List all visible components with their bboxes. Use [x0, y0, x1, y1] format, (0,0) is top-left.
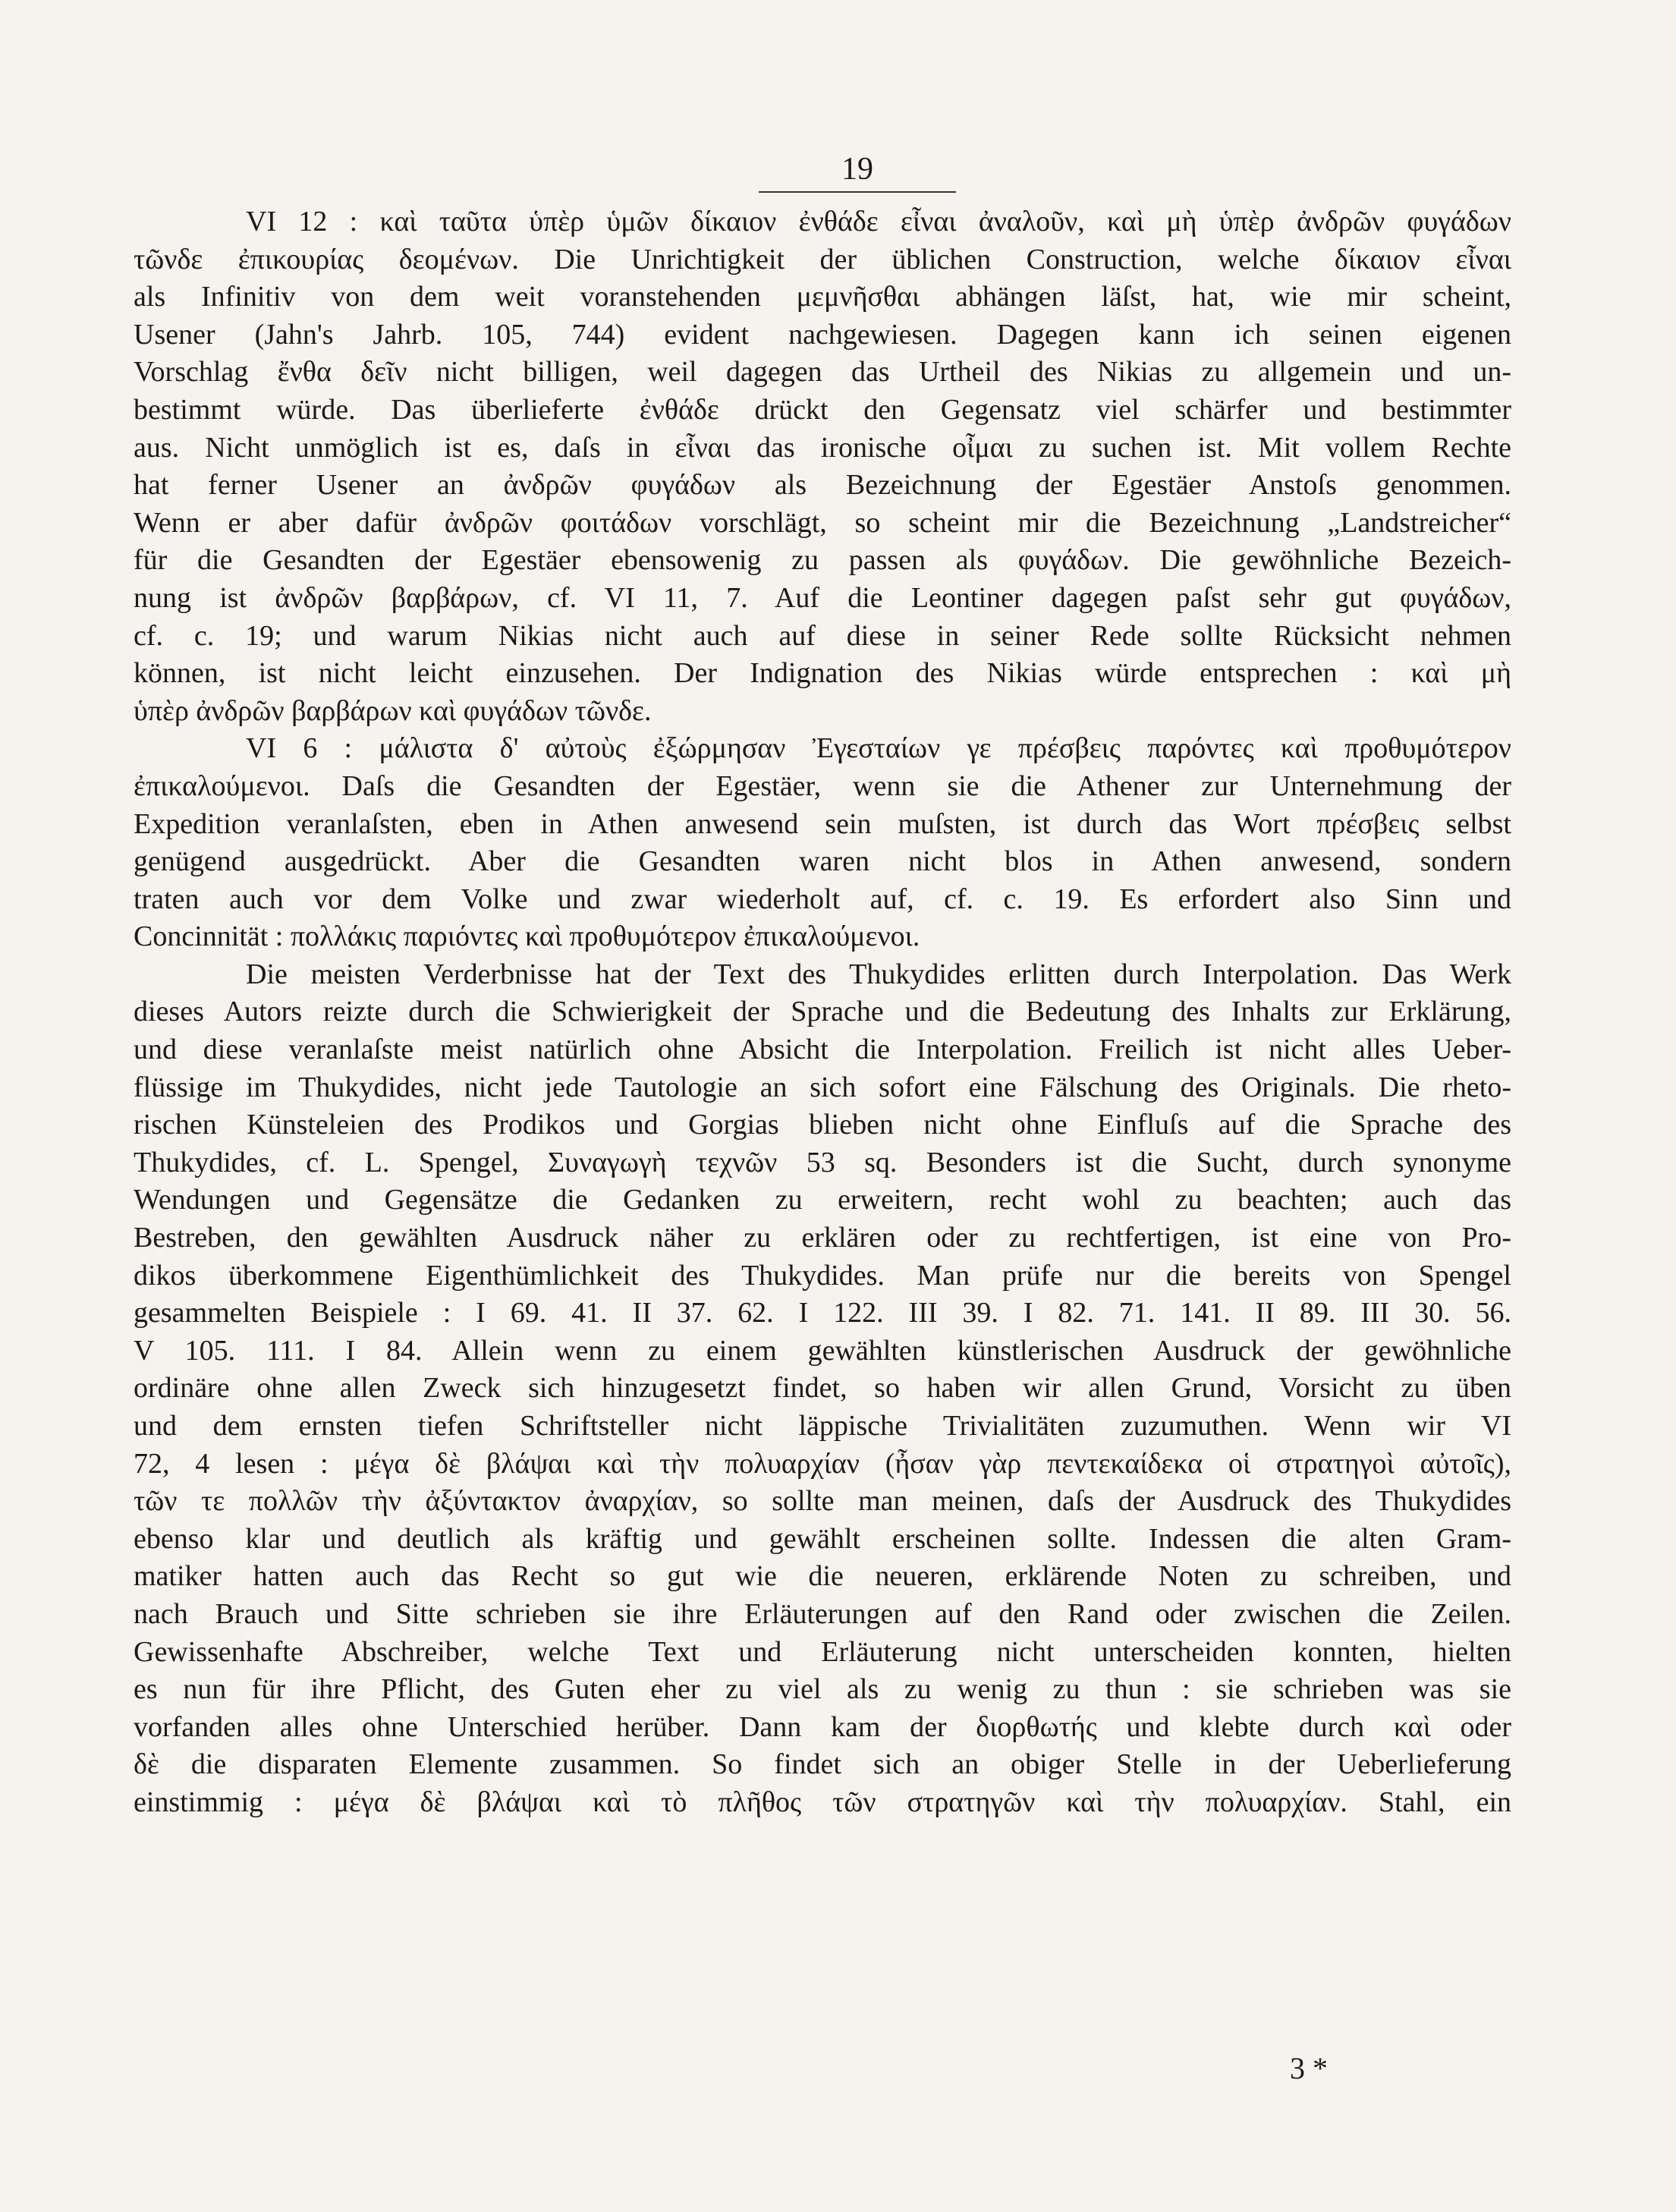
- text-line: τῶν τε πολλῶν τὴν ἀξύντακτον ἀναρχίαν, so sollte man meinen, daſs der Ausdruck des Thukydides: [134, 1485, 1511, 1518]
- text-line: Expedition veranlaſsten, eben in Athen anwesend sein muſsten, ist durch das Wort πρέσβεις selbst: [134, 807, 1511, 840]
- text-line: für die Gesandten der Egestäer ebensowenig zu passen als φυγάδων. Die gewöhnliche Bezeich-: [134, 544, 1511, 577]
- text-line: matiker hatten auch das Recht so gut wie die neueren, erklärende Noten zu schreiben, und: [134, 1560, 1511, 1593]
- header-rule: [759, 191, 956, 193]
- text-line: nung ist ἀνδρῶν βαρβάρων, cf. VI 11, 7. Auf die Leontiner dagegen paſst sehr gut φυγάδων,: [134, 581, 1511, 614]
- text-line: und diese veranlaſste meist natürlich ohne Absicht die Interpolation. Freilich ist nicht alles Ueber-: [134, 1034, 1511, 1066]
- text-line: VI 12 : καὶ ταῦτα ὑπὲρ ὑμῶν δίκαιον ἐνθάδε εἶναι ἀναλοῦν, καὶ μὴ ὑπὲρ ἀνδρῶν φυγάδων: [246, 206, 1511, 238]
- text-line: bestimmt würde. Das überlieferte ἐνθάδε drückt den Gegensatz viel schärfer und bestimmter: [134, 393, 1511, 426]
- text-line: aus. Nicht unmöglich ist es, daſs in εἶναι das ironische οἶμαι zu suchen ist. Mit vollem Rechte: [134, 431, 1511, 464]
- text-line: Bestreben, den gewählten Ausdruck näher zu erklären oder zu rechtfertigen, ist eine von Pro-: [134, 1222, 1511, 1254]
- text-line: einstimmig : μέγα δὲ βλάψαι καὶ τὸ πλῆθος τῶν στρατηγῶν καὶ τὴν πολυαρχίαν. Stahl, ein: [134, 1786, 1511, 1818]
- text-line: nach Brauch und Sitte schrieben sie ihre Erläuterungen auf den Rand oder zwischen die Zeilen.: [134, 1597, 1511, 1630]
- text-line: hat ferner Usener an ἀνδρῶν φυγάδων als Bezeichnung der Egestäer Anstoſs genommen.: [134, 469, 1511, 502]
- text-line: δὲ die disparaten Elemente zusammen. So findet sich an obiger Stelle in der Ueberlieferung: [134, 1748, 1511, 1781]
- text-line: flüssige im Thukydides, nicht jede Tautologie an sich sofort eine Fälschung des Originals. Die rheto-: [134, 1071, 1511, 1103]
- signature-mark: 3 *: [1290, 2051, 1328, 2085]
- text-line: vorfanden alles ohne Unterschied herüber. Dann kam der διορθωτής und klebte durch καὶ oder: [134, 1710, 1511, 1743]
- text-line: Usener (Jahn's Jahrb. 105, 744) evident nachgewiesen. Dagegen kann ich seinen eigenen: [134, 318, 1511, 351]
- text-line: Wenn er aber dafür ἀνδρῶν φοιτάδων vorschlägt, so scheint mir die Bezeichnung „Landstreicher“: [134, 506, 1511, 539]
- text-line: Vorschlag ἔνθα δεῖν nicht billigen, weil dagegen das Urtheil des Nikias zu allgemein und un-: [134, 356, 1511, 389]
- text-line: 72, 4 lesen : μέγα δὲ βλάψαι καὶ τὴν πολυαρχίαν (ἦσαν γὰρ πεντεκαίδεκα οἱ στρατηγοὶ αὐτοῖς),: [134, 1447, 1511, 1480]
- text-line: ordinäre ohne allen Zweck sich hinzugesetzt findet, so haben wir allen Grund, Vorsicht zu üben: [134, 1372, 1511, 1405]
- text-line: Concinnität : πολλάκις παριόντες καὶ προθυμότερον ἐπικαλούμενοι.: [134, 920, 920, 953]
- text-line: ἐπικαλούμενοι. Daſs die Gesandten der Egestäer, wenn sie die Athener zur Unternehmung der: [134, 769, 1511, 802]
- text-line: ὑπὲρ ἀνδρῶν βαρβάρων καὶ φυγάδων τῶνδε.: [134, 694, 652, 727]
- body-text: [134, 203, 1511, 1822]
- text-line: dikos überkommene Eigenthümlichkeit des Thukydides. Man prüfe nur die bereits von Spengel: [134, 1259, 1511, 1292]
- text-line: Die meisten Verderbnisse hat der Text des Thukydides erlitten durch Interpolation. Das Werk: [246, 958, 1511, 990]
- text-line: ebenso klar und deutlich als kräftig und gewählt erscheinen sollte. Indessen die alten Gram-: [134, 1522, 1511, 1555]
- text-line: können, ist nicht leicht einzusehen. Der Indignation des Nikias würde entsprechen : καὶ μὴ: [134, 657, 1511, 690]
- text-line: Thukydides, cf. L. Spengel, Συναγωγὴ τεχνῶν 53 sq. Besonders ist die Sucht, durch synonyme: [134, 1146, 1511, 1178]
- text-line: V 105. 111. I 84. Allein wenn zu einem gewählten künstlerischen Ausdruck der gewöhnliche: [134, 1334, 1511, 1367]
- text-line: Gewissenhafte Abschreiber, welche Text und Erläuterung nicht unterscheiden konnten, hielten: [134, 1635, 1511, 1668]
- text-line: und dem ernsten tiefen Schriftsteller nicht läppische Trivialitäten zuzumuthen. Wenn wir VI: [134, 1410, 1511, 1442]
- text-line: traten auch vor dem Volke und zwar wiederholt auf, cf. c. 19. Es erfordert also Sinn und: [134, 883, 1511, 915]
- text-line: gesammelten Beispiele : I 69. 41. II 37. 62. I 122. III 39. I 82. 71. 141. II 89. III 30. 56.: [134, 1297, 1511, 1329]
- page-number: 19: [841, 152, 873, 187]
- text-line: genügend ausgedrückt. Aber die Gesandten waren nicht blos in Athen anwesend, sondern: [134, 845, 1511, 878]
- text-line: cf. c. 19; und warum Nikias nicht auch auf diese in seiner Rede sollte Rücksicht nehmen: [134, 619, 1511, 652]
- text-line: als Infinitiv von dem weit voranstehenden μεμνῆσθαι abhängen läſst, hat, wie mir scheint,: [134, 281, 1511, 313]
- text-line: es nun für ihre Pflicht, des Guten eher zu viel als zu wenig zu thun : sie schrieben was sie: [134, 1673, 1511, 1706]
- text-line: VI 6 : μάλιστα δ' αὐτοὺς ἐξώρμησαν Ἐγεσταίων γε πρέσβεις παρόντες καὶ προθυμότερον: [246, 732, 1511, 765]
- text-line: Wendungen und Gegensätze die Gedanken zu erweitern, recht wohl zu beachten; auch das: [134, 1184, 1511, 1216]
- text-line: dieses Autors reizte durch die Schwierigkeit der Sprache und die Bedeutung des Inhalts zur Erklärung,: [134, 996, 1511, 1028]
- text-line: τῶνδε ἐπικουρίας δεομένων. Die Unrichtigkeit der üblichen Construction, welche δίκαιον εἶναι: [134, 243, 1511, 275]
- text-line: rischen Künsteleien des Prodikos und Gorgias blieben nicht ohne Einfluſs auf die Sprache des: [134, 1109, 1511, 1141]
